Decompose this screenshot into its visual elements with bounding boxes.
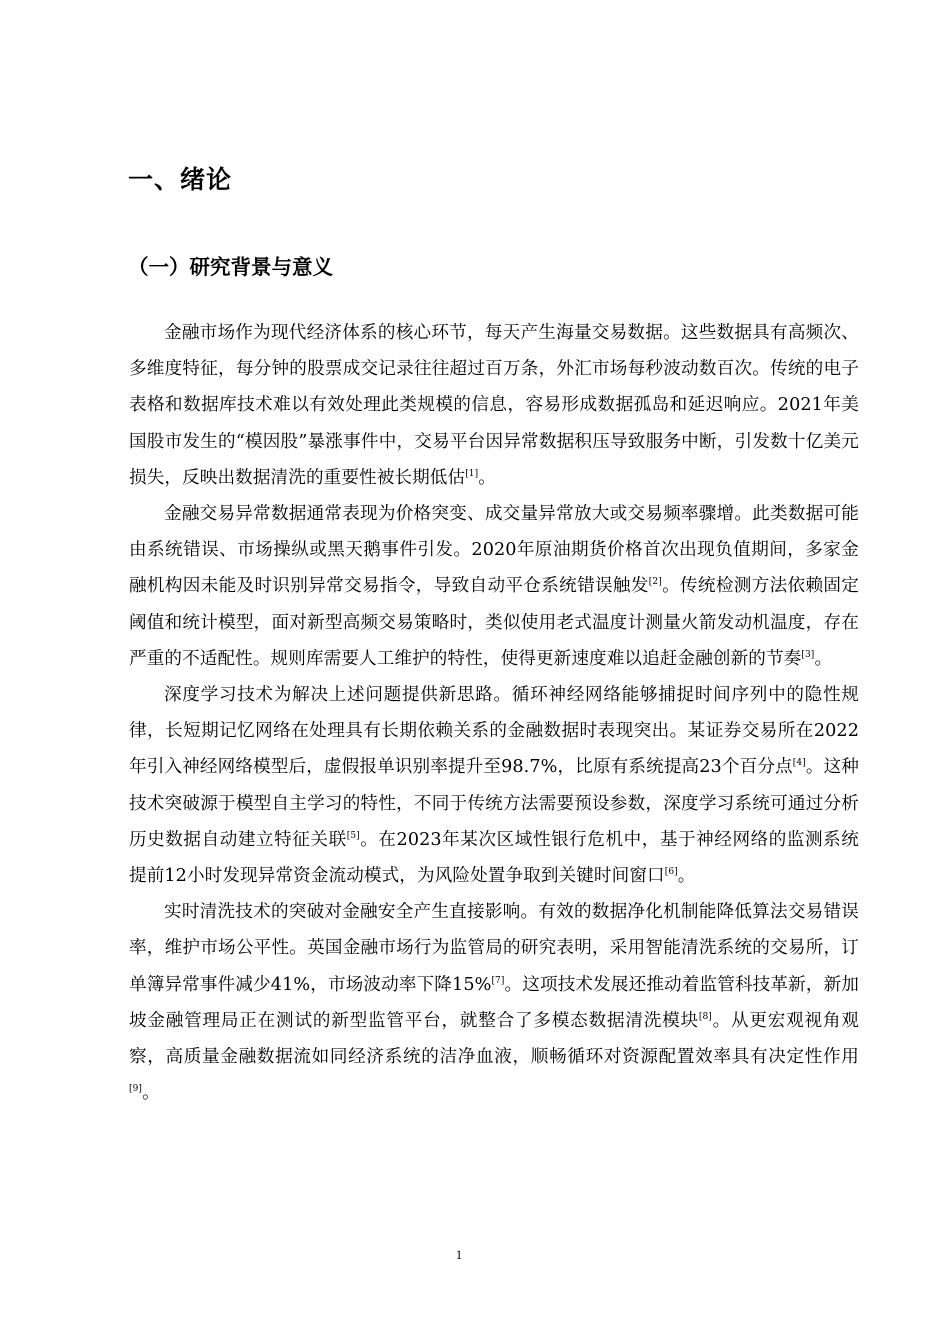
citation-marker: [4] <box>792 758 806 769</box>
chapter-heading: 一、绪论 <box>128 165 233 194</box>
paragraph <box>129 315 859 496</box>
paragraph-text: 深度学习技术为解决上述问题提供新思路。循环神经网络能够捕捉时间序列中的隐性规律，长短期记忆网络在处理具有长期依赖关系的金融数据时表现突出。某证券交易所在2022年引入神经网络模型后，虚假报单识别率提升至98.7%，比原有系统提高23个百分点 <box>129 685 859 778</box>
citation-marker: [5] <box>346 830 360 841</box>
paragraph <box>129 894 859 1111</box>
paragraph-text: 。这种技术突破源于模型自主学习的特性，不同于传统方法需要预设参数，深度学习系统可通过分析历史数据自动建立特征关联 <box>129 757 859 850</box>
citation-marker: [2] <box>648 577 662 588</box>
paragraph-text: 。传统检测方法依赖固定阈值和统计模型，面对新型高频交易策略时，类似使用老式温度计测量火箭发动机温度，存在严重的不适配性。规则库需要人工维护的特性，使得更新速度难以追赶金融创新的节奏 <box>129 576 859 669</box>
page-number: 1 <box>455 1247 463 1262</box>
paragraph-text: 金融市场作为现代经济体系的核心环节，每天产生海量交易数据。这些数据具有高频次、多维度特征，每分钟的股票成交记录往往超过百万条，外汇市场每秒波动数百次。传统的电子表格和数据库技术难以有效处理此类规模的信息，容易形成数据孤岛和延迟响应。2021年美国股市发生的“模因股”暴涨事件中，交易平台因异常数据积压导致服务中断，引发数十亿美元损失，反映出数据清洗的重要性被长期低估 <box>129 323 859 488</box>
citation-marker: [1] <box>465 468 479 479</box>
paragraph-text: 。从更宏观视角观察，高质量金融数据流如同经济系统的洁净血液，顺畅循环对资源配置效率具有决定性作用 <box>129 1010 859 1068</box>
paragraph <box>129 677 859 894</box>
paragraph-text: 金融交易异常数据通常表现为价格突变、成交量异常放大或交易频率骤增。此类数据可能由系统错误、市场操纵或黑天鹅事件引发。2020年原油期货价格首次出现负值期间，多家金融机构因未能及时识别异常交易指令，导致自动平仓系统错误触发 <box>129 504 859 597</box>
paragraph-text: 。在2023年某次区域性银行危机中，基于神经网络的监测系统提前12小时发现异常资金流动模式，为风险处置争取到关键时间窗口 <box>129 829 860 887</box>
citation-marker: [8] <box>698 1011 712 1022</box>
paragraph-text: 。 <box>142 1083 160 1104</box>
citation-marker: [9] <box>129 1084 143 1095</box>
citation-marker: [3] <box>801 649 815 660</box>
paragraph-text: 。 <box>478 467 496 488</box>
paragraph-text: 。 <box>814 648 833 669</box>
paragraph-text: 实时清洗技术的突破对金融安全产生直接影响。有效的数据净化机制能降低算法交易错误率，维护市场公平性。英国金融市场行为监管局的研究表明，采用智能清洗系统的交易所，订单簿异常事件减少41%，市场波动率下降15% <box>129 902 859 995</box>
citation-marker: [6] <box>664 867 678 878</box>
paragraph-text: 。这项技术发展还推动着监管科技革新，新加坡金融管理局正在测试的新型监管平台，就整合了多模态数据清洗模块 <box>129 974 859 1031</box>
body-text <box>129 315 859 1111</box>
citation-marker: [7] <box>491 975 505 986</box>
section-heading: （一）研究背景与意义 <box>128 255 333 279</box>
paragraph-text: 。 <box>677 866 696 887</box>
paragraph <box>129 496 859 677</box>
